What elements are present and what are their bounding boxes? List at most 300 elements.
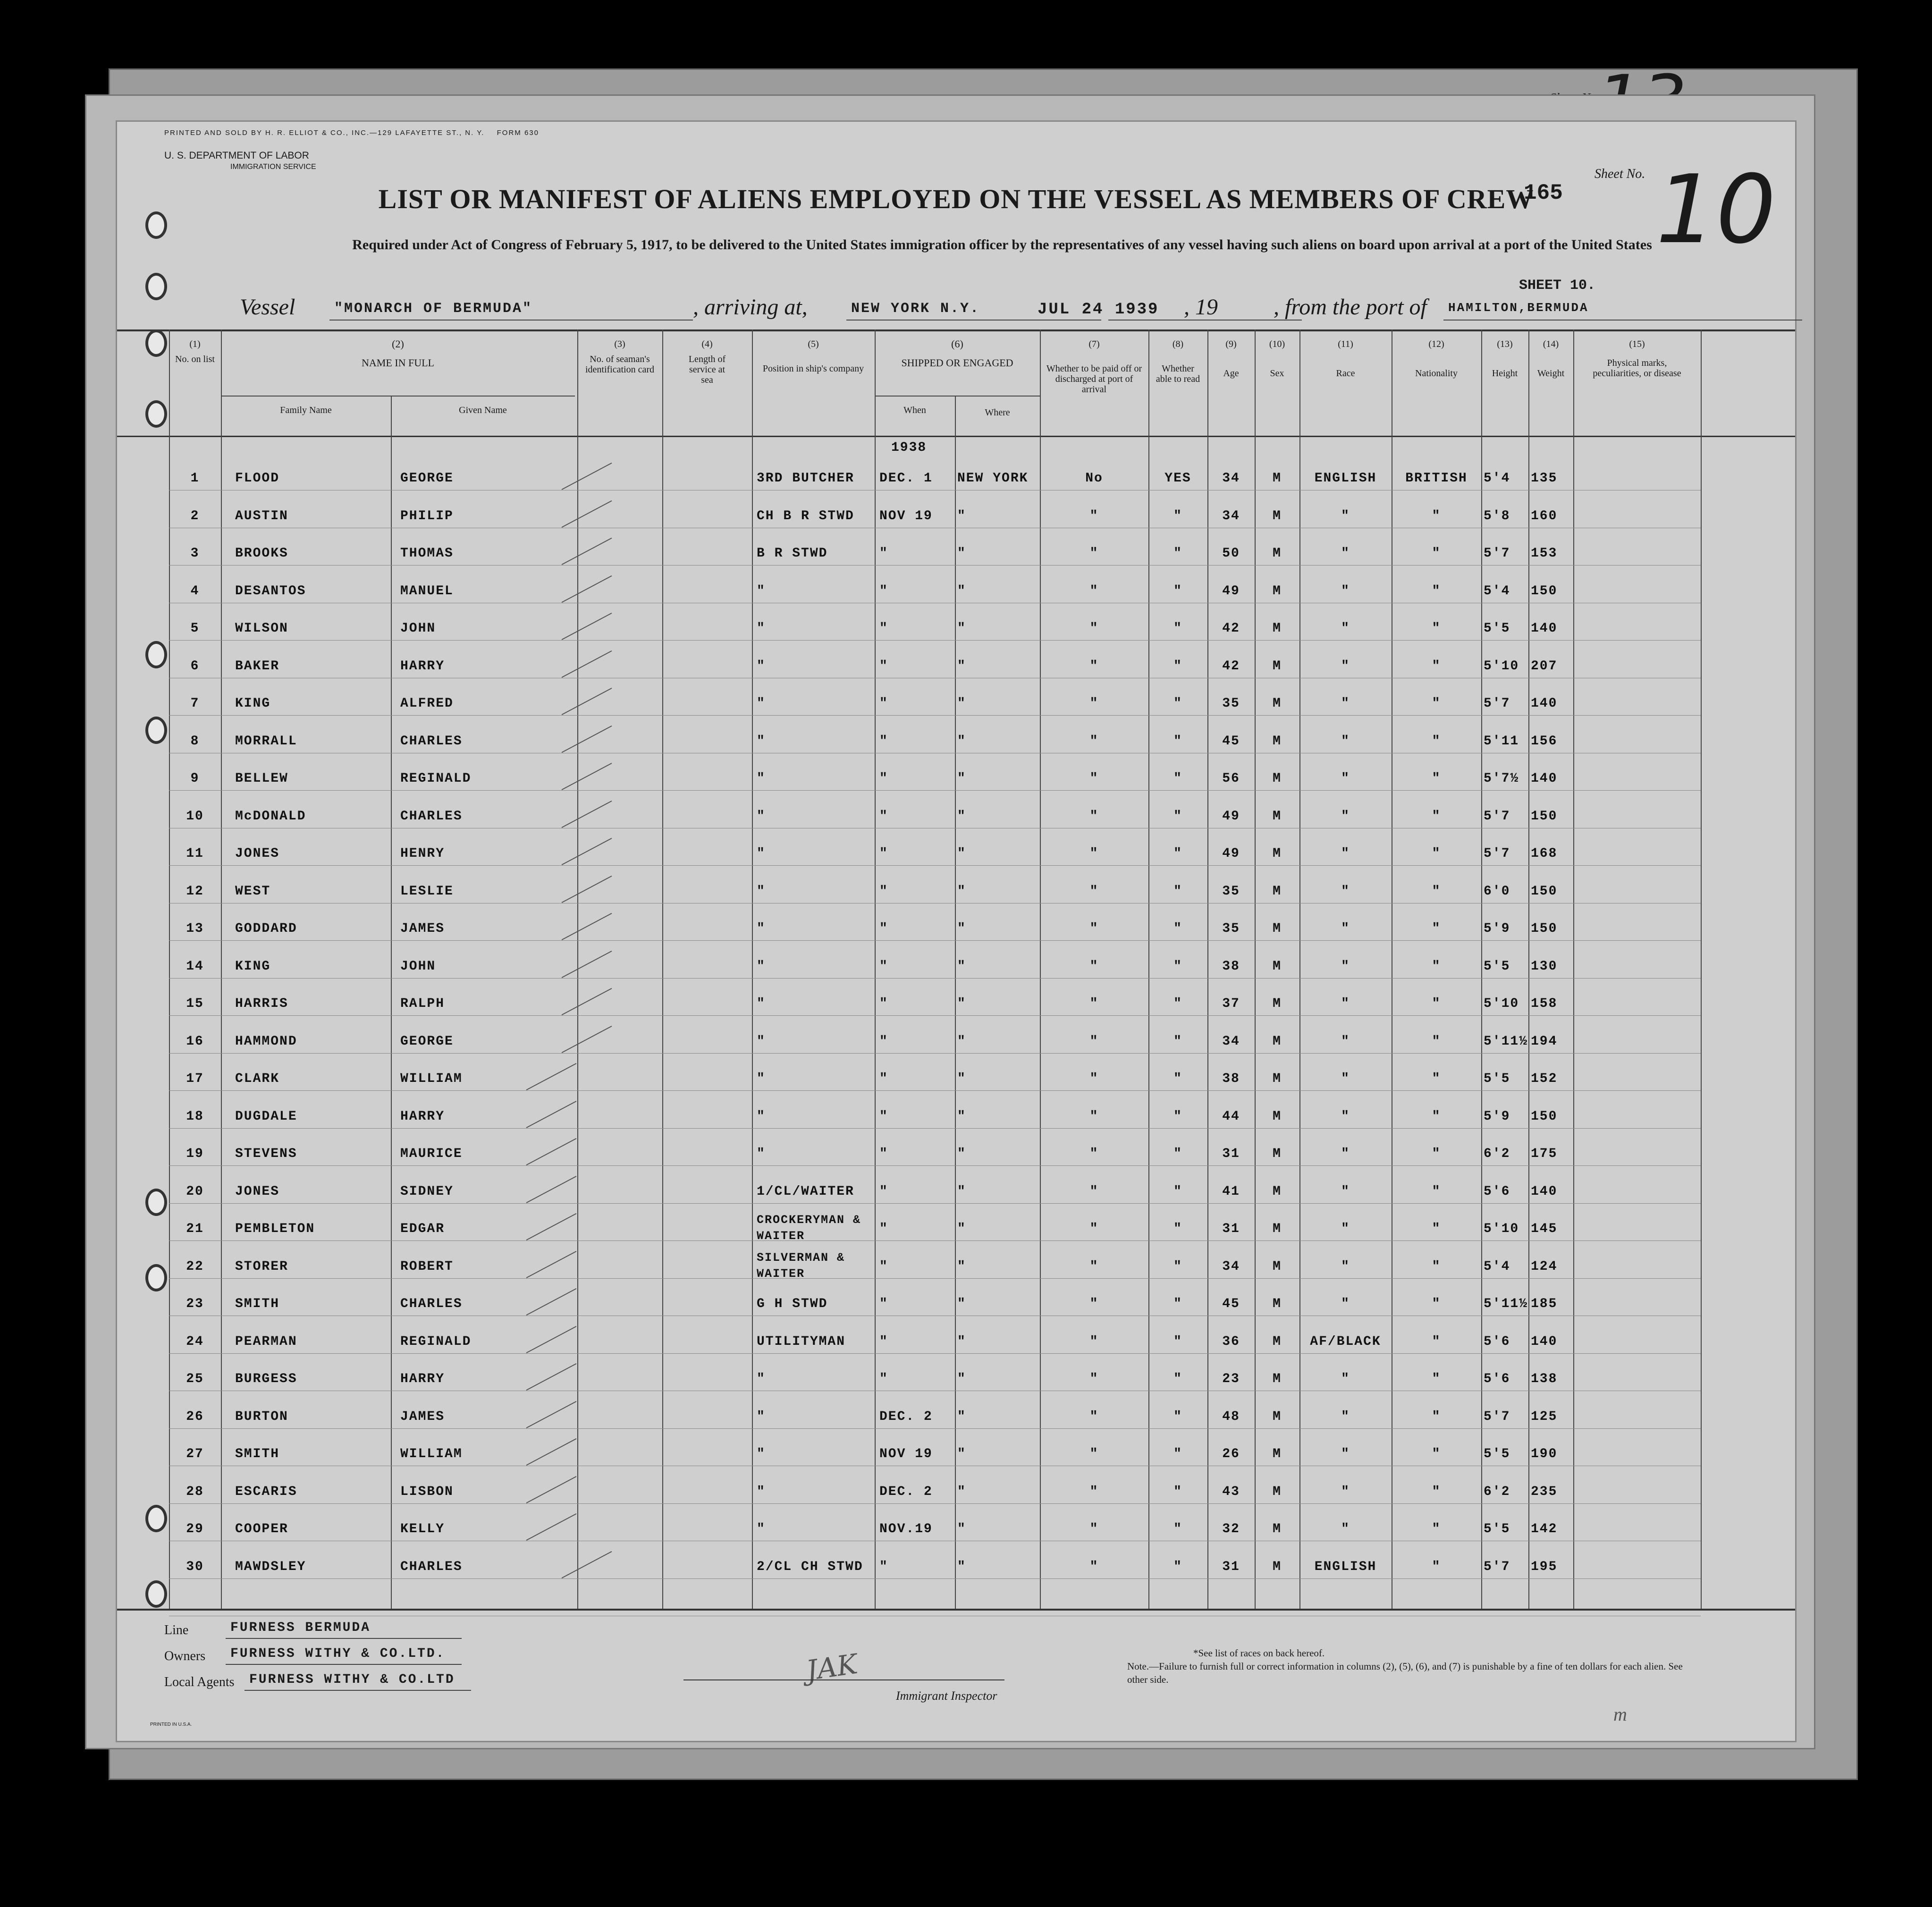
family-name: WILSON: [235, 621, 288, 636]
weight: 168: [1531, 846, 1558, 861]
printed-mark: PRINTED IN U.S.A.: [150, 1722, 192, 1727]
given-name: JAMES: [400, 1409, 445, 1424]
family-name: AUSTIN: [235, 508, 288, 523]
row-number: 23: [186, 1297, 204, 1311]
position: ": [757, 846, 766, 861]
shipped-when: NOV.19: [879, 1522, 933, 1536]
age: 34: [1222, 1034, 1240, 1049]
height: 5'7: [1484, 1409, 1510, 1424]
sex: M: [1273, 996, 1282, 1011]
nationality: ": [1432, 1034, 1441, 1049]
position: ": [757, 921, 766, 936]
able-to-read: ": [1173, 1484, 1182, 1499]
family-name: BELLEW: [235, 771, 288, 786]
shipped-when: DEC. 2: [879, 1484, 933, 1499]
height: 5'5: [1484, 1522, 1510, 1536]
shipped-when: ": [879, 959, 888, 974]
from-port-label: , from the port of: [1274, 295, 1427, 320]
line-value: FURNESS BERMUDA: [230, 1620, 371, 1635]
paid-off: ": [1089, 1259, 1099, 1274]
position: ": [757, 621, 766, 636]
row-number: 24: [186, 1334, 204, 1349]
able-to-read: ": [1173, 959, 1182, 974]
nationality: ": [1432, 884, 1441, 899]
shipped-when: ": [879, 1034, 888, 1049]
given-name: CHARLES: [400, 1559, 463, 1574]
weight: 185: [1531, 1297, 1558, 1311]
weight: 135: [1531, 471, 1558, 486]
age: 49: [1222, 809, 1240, 824]
age: 38: [1222, 1072, 1240, 1086]
family-name: SMITH: [235, 1297, 280, 1311]
weight: 125: [1531, 1409, 1558, 1424]
sex: M: [1273, 621, 1282, 636]
paid-off: ": [1089, 734, 1099, 749]
shipped-when: ": [879, 1259, 888, 1274]
arriving-port: NEW YORK N.Y.: [851, 301, 980, 317]
row-number: 26: [186, 1409, 204, 1424]
position: ": [757, 1147, 766, 1161]
nationality: ": [1432, 1147, 1441, 1161]
nationality: ": [1432, 1484, 1441, 1499]
shipped-when: ": [879, 809, 888, 824]
nationality: ": [1432, 959, 1441, 974]
given-name: WILLIAM: [400, 1447, 463, 1461]
nationality: ": [1432, 1297, 1441, 1311]
nationality: ": [1432, 809, 1441, 824]
able-to-read: ": [1173, 846, 1182, 861]
row-number: 30: [186, 1559, 204, 1574]
shipped-when: ": [879, 884, 888, 899]
given-name: GEORGE: [400, 471, 454, 486]
col-14-header: (14) Weight: [1537, 339, 1565, 379]
col-8-header: (8) Whether able to read: [1156, 339, 1200, 384]
shipped-where: ": [957, 884, 966, 899]
manifest-page: [116, 120, 1797, 1742]
row-number: 1: [190, 471, 200, 486]
form-number: 165: [1524, 181, 1563, 205]
shipped-where: ": [957, 1184, 966, 1199]
able-to-read: ": [1173, 1409, 1182, 1424]
sex: M: [1273, 583, 1282, 599]
shipped-when: ": [879, 658, 888, 674]
family-name: PEARMAN: [235, 1334, 297, 1349]
row-number: 9: [190, 771, 200, 786]
position: ": [757, 809, 766, 824]
position: 3RD BUTCHER: [757, 471, 854, 486]
given-name: REGINALD: [400, 1334, 472, 1349]
able-to-read: ": [1173, 1522, 1182, 1536]
height: 5'9: [1484, 1109, 1510, 1124]
shipped-where: ": [957, 1522, 966, 1536]
row-number: 16: [186, 1034, 204, 1049]
shipped-where: ": [957, 1484, 966, 1499]
nationality: ": [1432, 696, 1441, 711]
shipped-when: ": [879, 1559, 888, 1574]
able-to-read: ": [1173, 1559, 1182, 1574]
paid-off: ": [1089, 1522, 1099, 1536]
age: 34: [1222, 471, 1240, 486]
height: 5'11½: [1484, 1297, 1528, 1311]
height: 5'10: [1484, 1222, 1519, 1236]
height: 5'11½: [1484, 1034, 1528, 1049]
race: ": [1341, 1409, 1350, 1424]
family-name: KING: [235, 696, 271, 711]
family-name: HARRIS: [235, 996, 288, 1011]
sex: M: [1273, 1297, 1282, 1311]
page-title: LIST OR MANIFEST OF ALIENS EMPLOYED ON THE VESSEL AS MEMBERS OF CREW: [378, 184, 1534, 214]
weight: 158: [1531, 996, 1558, 1011]
table-bottom-rule: [117, 1609, 1795, 1611]
able-to-read: ": [1173, 658, 1182, 674]
age: 45: [1222, 734, 1240, 749]
shipped-where: ": [957, 959, 966, 974]
paid-off: ": [1089, 1147, 1099, 1161]
race: ": [1341, 1372, 1350, 1386]
race: ": [1341, 1484, 1350, 1499]
nationality: ": [1432, 1447, 1441, 1461]
age: 26: [1222, 1447, 1240, 1461]
height: 5'6: [1484, 1334, 1510, 1349]
family-name: MORRALL: [235, 734, 297, 749]
nationality: ": [1432, 658, 1441, 674]
able-to-read: ": [1173, 1034, 1182, 1049]
sex: M: [1273, 1559, 1282, 1574]
able-to-read: ": [1173, 1222, 1182, 1236]
sheet-stamp: SHEET 10.: [1519, 278, 1596, 294]
position: ": [757, 996, 766, 1011]
handwritten-mark: m: [1613, 1704, 1627, 1725]
binder-hole: [145, 1505, 167, 1532]
race: ": [1341, 546, 1350, 561]
paid-off: ": [1089, 996, 1099, 1011]
age: 38: [1222, 959, 1240, 974]
sex: M: [1273, 658, 1282, 674]
shipped-where: ": [957, 1372, 966, 1386]
family-name: JONES: [235, 846, 280, 861]
weight: 142: [1531, 1522, 1558, 1536]
family-name: HAMMOND: [235, 1034, 297, 1049]
department: U. S. DEPARTMENT OF LABOR IMMIGRATION SERVICE: [164, 150, 316, 171]
given-name: HENRY: [400, 846, 445, 861]
given-name: SIDNEY: [400, 1184, 454, 1199]
able-to-read: ": [1173, 1072, 1182, 1086]
col-11-header: (11) Race: [1336, 339, 1355, 379]
age: 43: [1222, 1484, 1240, 1499]
height: 5'5: [1484, 1447, 1510, 1461]
sex: M: [1273, 1109, 1282, 1124]
sex: M: [1273, 921, 1282, 936]
sex: M: [1273, 846, 1282, 861]
race: ": [1341, 959, 1350, 974]
age: 34: [1222, 508, 1240, 523]
given-name: HARRY: [400, 1372, 445, 1386]
able-to-read: ": [1173, 921, 1182, 936]
race: ": [1341, 1259, 1350, 1274]
family-name: BROOKS: [235, 546, 288, 561]
nationality: ": [1432, 1072, 1441, 1086]
binder-hole: [145, 641, 167, 668]
nationality: ": [1432, 583, 1441, 599]
binder-hole: [145, 211, 167, 239]
position: ": [757, 959, 766, 974]
row-number: 13: [186, 921, 204, 936]
shipped-when: ": [879, 1222, 888, 1236]
age: 31: [1222, 1222, 1240, 1236]
shipped-when: ": [879, 1184, 888, 1199]
race: ": [1341, 884, 1350, 899]
weight: 153: [1531, 546, 1558, 561]
paid-off: ": [1089, 1334, 1099, 1349]
position: ": [757, 884, 766, 899]
weight: 156: [1531, 734, 1558, 749]
height: 5'9: [1484, 921, 1510, 936]
nationality: ": [1432, 1409, 1441, 1424]
able-to-read: ": [1173, 546, 1182, 561]
weight: 150: [1531, 809, 1558, 824]
able-to-read: ": [1173, 508, 1182, 523]
weight: 150: [1531, 884, 1558, 899]
paid-off: ": [1089, 1072, 1099, 1086]
race: ": [1341, 1297, 1350, 1311]
paid-off: ": [1089, 846, 1099, 861]
able-to-read: ": [1173, 1334, 1182, 1349]
able-to-read: ": [1173, 1372, 1182, 1386]
shipped-where: ": [957, 1447, 966, 1461]
weight: 140: [1531, 1334, 1558, 1349]
race: ": [1341, 1072, 1350, 1086]
shipped-where: NEW YORK: [957, 471, 1029, 486]
age: 48: [1222, 1409, 1240, 1424]
col-5-header: (5) Position in ship's company: [762, 339, 864, 374]
race: ": [1341, 696, 1350, 711]
given-name: MAURICE: [400, 1147, 463, 1161]
shipped-where: ": [957, 1409, 966, 1424]
shipped-where: ": [957, 658, 966, 674]
shipped-when: DEC. 2: [879, 1409, 933, 1424]
given-name: HARRY: [400, 1109, 445, 1124]
paid-off: ": [1089, 809, 1099, 824]
sex: M: [1273, 1447, 1282, 1461]
weight: 140: [1531, 1184, 1558, 1199]
vessel-line: [240, 294, 1797, 327]
position: ": [757, 734, 766, 749]
row-number: 15: [186, 996, 204, 1011]
family-name: ESCARIS: [235, 1484, 297, 1499]
given-name: JOHN: [400, 959, 436, 974]
col-9-header: (9) Age: [1223, 339, 1239, 379]
able-to-read: ": [1173, 696, 1182, 711]
local-agents-label: Local Agents: [164, 1675, 235, 1689]
nationality: ": [1432, 1372, 1441, 1386]
age: 37: [1222, 996, 1240, 1011]
owners-label: Owners: [164, 1649, 206, 1663]
paid-off: ": [1089, 1484, 1099, 1499]
nationality: ": [1432, 508, 1441, 523]
row-number: 7: [190, 696, 200, 711]
col-7-header: (7) Whether to be paid off or discharged at port of arrival: [1046, 339, 1142, 395]
race: ": [1341, 809, 1350, 824]
given-name: KELLY: [400, 1522, 445, 1536]
shipped-when: ": [879, 1372, 888, 1386]
binder-hole: [145, 1264, 167, 1291]
shipped-where: ": [957, 921, 966, 936]
nationality: ": [1432, 921, 1441, 936]
family-name: BURGESS: [235, 1372, 297, 1386]
race: ": [1341, 921, 1350, 936]
sex: M: [1273, 1072, 1282, 1086]
height: 5'5: [1484, 621, 1510, 636]
shipped-where: ": [957, 621, 966, 636]
height: 5'7½: [1484, 771, 1519, 786]
able-to-read: ": [1173, 1184, 1182, 1199]
given-name: ROBERT: [400, 1259, 454, 1274]
family-name: BURTON: [235, 1409, 288, 1424]
sex: M: [1273, 471, 1282, 486]
position: CH B R STWD: [757, 508, 854, 523]
shipped-when: ": [879, 546, 888, 561]
weight: 150: [1531, 1109, 1558, 1124]
race: ": [1341, 1184, 1350, 1199]
shipped-where: ": [957, 546, 966, 561]
nationality: BRITISH: [1405, 471, 1468, 486]
position: G H STWD: [757, 1297, 828, 1311]
nationality: ": [1432, 734, 1441, 749]
weight: 140: [1531, 771, 1558, 786]
weight: 175: [1531, 1147, 1558, 1161]
binder-hole: [145, 717, 167, 744]
age: 35: [1222, 921, 1240, 936]
position: ": [757, 1409, 766, 1424]
family-name: CLARK: [235, 1072, 280, 1086]
height: 5'7: [1484, 1559, 1510, 1574]
row-number: 14: [186, 959, 204, 974]
race: ": [1341, 771, 1350, 786]
given-name: JOHN: [400, 621, 436, 636]
family-name: SMITH: [235, 1447, 280, 1461]
given-name: REGINALD: [400, 771, 472, 786]
position: UTILITYMAN: [757, 1334, 846, 1349]
shipped-when: ": [879, 921, 888, 936]
weight: 195: [1531, 1559, 1558, 1574]
given-name: CHARLES: [400, 809, 463, 824]
row-number: 28: [186, 1484, 204, 1499]
weight: 124: [1531, 1259, 1558, 1274]
row-number: 5: [190, 621, 200, 636]
row-number: 29: [186, 1522, 204, 1536]
nationality: ": [1432, 996, 1441, 1011]
given-name: CHARLES: [400, 1297, 463, 1311]
family-name: STEVENS: [235, 1147, 297, 1161]
age: 36: [1222, 1334, 1240, 1349]
height: 5'7: [1484, 546, 1510, 561]
paid-off: ": [1089, 546, 1099, 561]
col-10-header: (10) Sex: [1269, 339, 1285, 379]
sex: M: [1273, 696, 1282, 711]
height: 5'6: [1484, 1372, 1510, 1386]
sex: M: [1273, 546, 1282, 561]
shipped-when: ": [879, 1072, 888, 1086]
sheet-number: 10: [1656, 155, 1776, 265]
age: 42: [1222, 621, 1240, 636]
row-number: 21: [186, 1222, 204, 1236]
sex: M: [1273, 508, 1282, 523]
local-agents-value: FURNESS WITHY & CO.LTD: [249, 1672, 455, 1687]
position: ": [757, 1447, 766, 1461]
sex: M: [1273, 1034, 1282, 1049]
shipped-where: ": [957, 809, 966, 824]
age: 50: [1222, 546, 1240, 561]
weight: 150: [1531, 583, 1558, 599]
shipped-when: ": [879, 1147, 888, 1161]
binder-hole: [145, 329, 167, 357]
paid-off: ": [1089, 1222, 1099, 1236]
paid-off: ": [1089, 1184, 1099, 1199]
family-name: PEMBLETON: [235, 1222, 315, 1236]
able-to-read: ": [1173, 1297, 1182, 1311]
weight: 130: [1531, 959, 1558, 974]
weight: 235: [1531, 1484, 1558, 1499]
shipped-when: ": [879, 621, 888, 636]
able-to-read: ": [1173, 621, 1182, 636]
able-to-read: ": [1173, 996, 1182, 1011]
height: 5'5: [1484, 959, 1510, 974]
given-name: WILLIAM: [400, 1072, 463, 1086]
shipped-where: ": [957, 508, 966, 523]
signature-line: [683, 1679, 1004, 1680]
position: ": [757, 1522, 766, 1536]
paid-off: ": [1089, 1034, 1099, 1049]
race: ": [1341, 1147, 1350, 1161]
sex: M: [1273, 1147, 1282, 1161]
position: ": [757, 1034, 766, 1049]
vessel-name: "MONARCH OF BERMUDA": [334, 301, 533, 317]
given-name: HARRY: [400, 658, 445, 674]
weight: 194: [1531, 1034, 1558, 1049]
race: ": [1341, 583, 1350, 599]
family-name: JONES: [235, 1184, 280, 1199]
height: 5'4: [1484, 1259, 1510, 1274]
race: ": [1341, 1222, 1350, 1236]
row-number: 11: [186, 846, 204, 861]
height: 5'5: [1484, 1072, 1510, 1086]
family-name: MAWDSLEY: [235, 1559, 306, 1574]
arriving-label: , arriving at,: [693, 295, 808, 320]
paid-off: ": [1089, 771, 1099, 786]
position: ": [757, 1484, 766, 1499]
able-to-read: ": [1173, 809, 1182, 824]
race: ENGLISH: [1314, 471, 1377, 486]
age: 45: [1222, 1297, 1240, 1311]
year-note: 1938: [891, 440, 927, 455]
paid-off: ": [1089, 583, 1099, 599]
position: ": [757, 1072, 766, 1086]
col-12-header: (12) Nationality: [1415, 339, 1458, 379]
shipped-where: ": [957, 1147, 966, 1161]
age: 32: [1222, 1522, 1240, 1536]
paid-off: ": [1089, 1409, 1099, 1424]
arrival-date: JUL 24 1939: [1038, 301, 1159, 319]
paid-off: ": [1089, 1109, 1099, 1124]
age: 49: [1222, 846, 1240, 861]
paid-off: ": [1089, 1372, 1099, 1386]
nationality: ": [1432, 1522, 1441, 1536]
sex: M: [1273, 959, 1282, 974]
given-name: LISBON: [400, 1484, 454, 1499]
height: 5'7: [1484, 809, 1510, 824]
sex: M: [1273, 1484, 1282, 1499]
given-name: THOMAS: [400, 546, 454, 561]
